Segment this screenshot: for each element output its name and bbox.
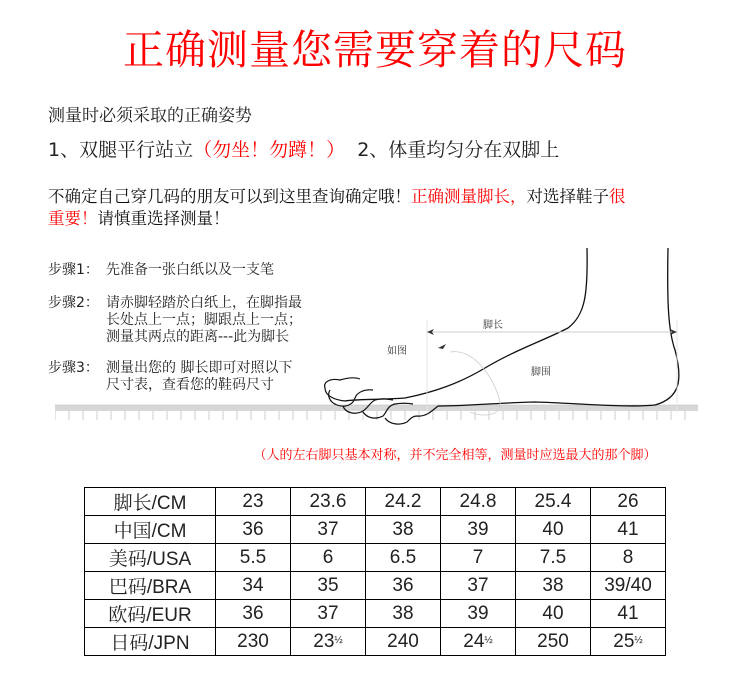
notice-text xyxy=(48,186,628,230)
cell-value: 24 xyxy=(463,630,485,652)
table-cell: 40 xyxy=(516,516,591,544)
step-text: 测量其两点的距离---此为脚长 xyxy=(106,329,290,345)
table-cell: 37 xyxy=(291,516,366,544)
table-cell: 41 xyxy=(591,516,666,544)
notice-part: 不确定自己穿几码的朋友可以到这里查询确定哦！ xyxy=(48,187,411,206)
table-cell: 38 xyxy=(516,572,591,600)
table-cell: 35 xyxy=(291,572,366,600)
table-cell xyxy=(291,628,366,656)
posture-warning: （勿坐！勿蹲！） xyxy=(193,139,346,161)
row-label: 欧码/EUR xyxy=(85,600,216,628)
table-cell: 240 xyxy=(366,628,441,656)
notice-highlight: 正确测量脚长， xyxy=(411,187,527,206)
table-cell xyxy=(591,628,666,656)
table-row xyxy=(85,600,666,628)
table-cell: 230 xyxy=(216,628,291,656)
notice-highlight: 很重要！ xyxy=(48,187,626,228)
step-text: 测量出您的 脚长即可对照以下 xyxy=(106,360,293,376)
size-chart-table xyxy=(84,487,666,656)
step-label: 步骤2： xyxy=(48,295,99,311)
step-label: 步骤1： xyxy=(48,262,99,278)
step-text: 尺寸表，查看您的鞋码尺寸 xyxy=(106,377,274,393)
step-1 xyxy=(48,262,274,279)
table-row xyxy=(85,572,666,600)
row-label: 巴码/BRA xyxy=(85,572,216,600)
table-cell: 23.6 xyxy=(291,488,366,516)
table-cell: 36 xyxy=(366,572,441,600)
posture-instructions xyxy=(48,137,559,163)
table-cell: 39 xyxy=(441,600,516,628)
half-fraction: ½ xyxy=(634,634,643,646)
table-row xyxy=(85,488,666,516)
table-cell: 6 xyxy=(291,544,366,572)
table-cell: 41 xyxy=(591,600,666,628)
table-cell: 36 xyxy=(216,600,291,628)
label-as-shown: 如图 xyxy=(387,346,407,357)
row-label: 中国/CM xyxy=(85,516,216,544)
notice-part: 对选择鞋子 xyxy=(526,187,609,206)
row-label: 日码/JPN xyxy=(85,628,216,656)
posture-heading: 测量时必须采取的正确姿势 xyxy=(48,106,252,126)
table-cell: 34 xyxy=(216,572,291,600)
notice-part: 请慎重选择测量！ xyxy=(97,209,230,228)
step-label: 步骤3： xyxy=(48,360,99,376)
caution-note: （人的左右脚只基本对称，并不完全相等，测量时应选最大的那个脚） xyxy=(253,448,657,463)
table-row xyxy=(85,628,666,656)
cell-value: 25 xyxy=(613,630,635,652)
table-cell: 26 xyxy=(591,488,666,516)
page-title: 正确测量您需要穿着的尺码 xyxy=(123,26,627,74)
cell-value: 23 xyxy=(313,630,335,652)
table-cell: 39 xyxy=(441,516,516,544)
step-text: 请赤脚轻踏於白纸上，在脚指最 xyxy=(106,295,302,311)
step-2 xyxy=(48,295,302,346)
step-text: 先准备一张白纸以及一支笔 xyxy=(106,262,274,278)
table-cell: 38 xyxy=(366,516,441,544)
label-foot-length: 脚长 xyxy=(483,320,503,331)
label-foot-girth: 脚围 xyxy=(531,367,551,378)
table-cell: 37 xyxy=(291,600,366,628)
table-cell: 7.5 xyxy=(516,544,591,572)
posture-item-1: 1、双腿平行站立 xyxy=(48,139,194,161)
table-cell: 23 xyxy=(216,488,291,516)
table-cell: 24.8 xyxy=(441,488,516,516)
row-label: 脚长/CM xyxy=(85,488,216,516)
table-cell: 8 xyxy=(591,544,666,572)
table-cell: 36 xyxy=(216,516,291,544)
table-cell: 24.2 xyxy=(366,488,441,516)
table-row xyxy=(85,516,666,544)
posture-item-2: 2、体重均匀分在双脚上 xyxy=(357,139,560,161)
half-fraction: ½ xyxy=(484,634,493,646)
table-cell xyxy=(441,628,516,656)
table-cell: 6.5 xyxy=(366,544,441,572)
table-cell: 250 xyxy=(516,628,591,656)
table-cell: 39/40 xyxy=(591,572,666,600)
step-3 xyxy=(48,360,292,394)
table-cell: 25.4 xyxy=(516,488,591,516)
table-cell: 38 xyxy=(366,600,441,628)
table-row xyxy=(85,544,666,572)
table-cell: 7 xyxy=(441,544,516,572)
half-fraction: ½ xyxy=(334,634,343,646)
table-cell: 5.5 xyxy=(216,544,291,572)
table-cell: 37 xyxy=(441,572,516,600)
row-label: 美码/USA xyxy=(85,544,216,572)
table-cell: 40 xyxy=(516,600,591,628)
step-text: 长处点上一点；脚跟点上一点； xyxy=(106,312,302,328)
